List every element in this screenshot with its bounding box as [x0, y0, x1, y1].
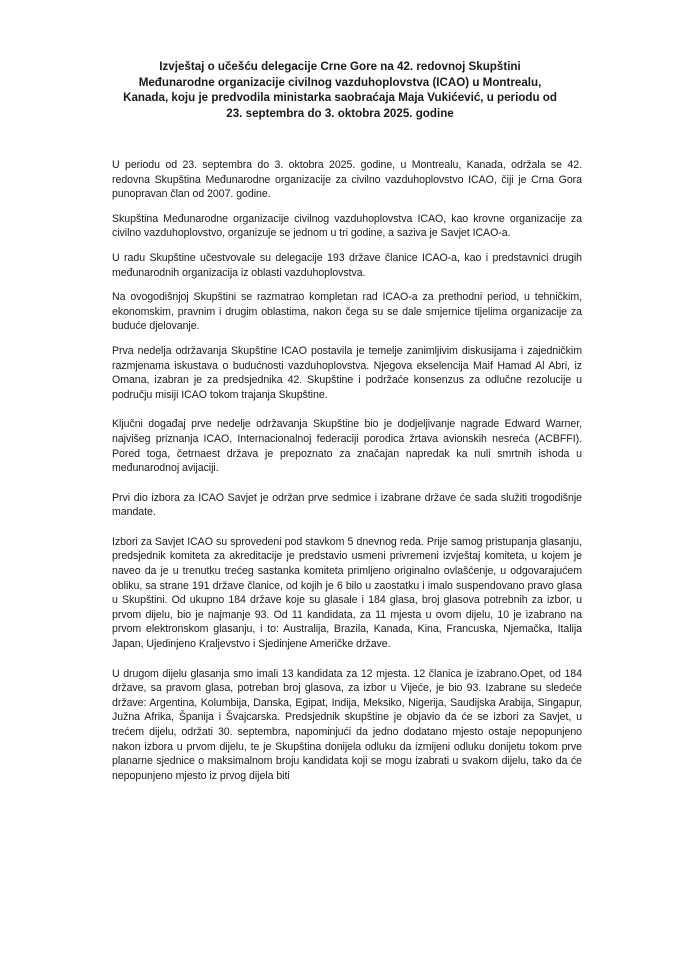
paragraph: Na ovogodišnjoj Skupštini se razmatrao kompletan rad ICAO-a za prethodni period, u tehničkim, ekonomskim, pravnim i drugim oblastima, nakon čega su se dale smjernice tijelima organizacije za buduće djelovanje.	[112, 291, 582, 333]
paragraph: U drugom dijelu glasanja smo imali 13 kandidata za 12 mjesta. 12 članica je izabrano.Opet, od 184 države, sa pravom glasa, potreban broj glasova, za izbor u Vijeće, je bio 93. Izabrane su sledeće države: Argentina, Kolumbija, Danska, Egipat, Indija, Meksiko, Nigerija, Saudijska Arabija, Singapur, Južna Afrika, Španija i Švajcarska. Predsjednik skupštine je objavio da će se izbori za Savjet, u trećem dijelu, održati 30. septembra, napominjući da jedno dodatano mjesto ostaje nepopunjeno nakon izbora u prvom dijelu, te je Skupština donijela odluku da izmijeni odluku donijetu tokom prve planarne sjednice o maksimalnom broju kandidata koji se mogu izabrati u svakom dijelu, tako da će nepopunjeno mjesto iz prvog dijela biti	[112, 667, 582, 782]
paragraph: Izbori za Savjet ICAO su sprovedeni pod stavkom 5 dnevnog reda. Prije samog pristupanja glasanju, predsjednik komiteta za akreditacije je predstavio usmeni privremeni izvještaj komiteta, u kojem je naveo da je u trenutku trećeg sastanka komiteta primljeno originalno ovlašćenje, u odgovarajućem obliku, sa strane 191 države članice, od kojih je 6 bilo u zaostatku i imalo suspendovano pravo glasa u Skupštini. Od ukupno 184 države koje su glasale i 184 glasa, broj glasova potrebnih za izbor, u prvom dijelu, bio je najmanje 93. Od 11 kandidata, za 11 mjesta u ovom dijelu, 10 je izabrano na prvom elektronskom glasanju, i to: Australija, Brazila, Kanada, Kina, Francuska, Njemačka, Italija Japan, Ujedinjeno Kraljevstvo i Sjedinjene Američke države.	[112, 535, 582, 651]
document-title: Izvještaj o učešću delegacije Crne Gore na 42. redovnoj Skupštini Međunarodne organizacije civilnog vazduhoplovstva (ICAO) u Montrealu, Kanada, koju je predvodila ministarka saobraćaja Maja Vukićević, u periodu od 23. septembra do 3. oktobra 2025. godine	[123, 60, 557, 120]
paragraph: Ključni događaj prve nedelje održavanja Skupštine bio je dodjeljivanje nagrade Edward Warner, najvišeg priznanja ICAO, Internacionalnoj federaciji porodica žrtava avionskih nesreća (ACBFFI). Pored toga, četrnaest država je prepoznato za značajan napredak ka nuli smrtnih ishoda u međunarodnoj avijaciji.	[112, 418, 582, 475]
paragraph: U radu Skupštine učestvovale su delegacije 193 države članice ICAO-a, kao i predstavnici drugih međunarodnih organizacija iz oblasti vazduhoplovstva.	[112, 251, 582, 279]
paragraph: U periodu od 23. septembra do 3. oktobra 2025. godine, u Montrealu, Kanada, održala se 42. redovna Skupština Međunarodne organizacije za civilno vazduhoplovstvo ICAO, čiji je Crna Gora punopravan član od 2007. godine.	[112, 159, 582, 201]
document-body	[112, 158, 582, 783]
paragraph: Prvi dio izbora za ICAO Savjet je održan prve sedmice i izabrane države će sada služiti trogodišnje mandate.	[112, 491, 582, 519]
paragraph: Skupština Međunarodne organizacije civilnog vazduhoplovstva ICAO, kao krovne organizacije za civilno vazduhoplovstvo, organizuje se jednom u tri godine, a saziva je Savjet ICAO-a.	[112, 212, 582, 240]
paragraph: Prva nedelja održavanja Skupštine ICAO postavila je temelje zanimljivim diskusijama i zajedničkim razmjenama iskustava o budućnosti vazduhoplovstva. Njegova ekselencija Maif Hamad Al Abri, iz Omana, izabran je za predsjednika 42. Skupštine i podržaće konsenzus za odlučne rezolucije u području misiji ICAO tokom trajanja Skupštine.	[112, 344, 582, 401]
